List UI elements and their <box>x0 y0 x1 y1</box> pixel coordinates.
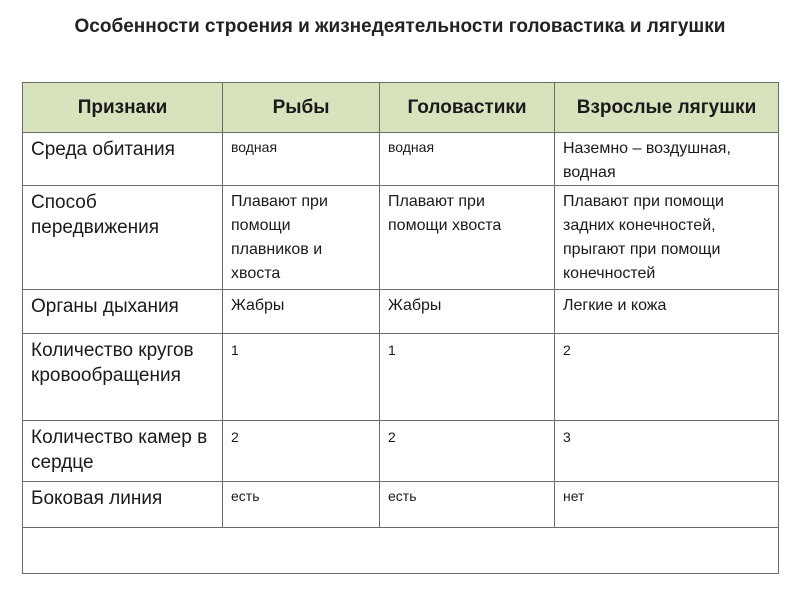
column-header-features: Признаки <box>23 83 223 133</box>
table-row <box>23 290 779 334</box>
table-cell: 1 <box>380 334 555 421</box>
table-cell: Плавают при помощи плавников и хвоста <box>223 186 380 290</box>
table-row <box>23 421 779 482</box>
table-cell: Легкие и кожа <box>555 290 779 334</box>
table-row <box>23 186 779 290</box>
row-label: Способ передвижения <box>23 186 223 290</box>
row-label: Среда обитания <box>23 133 223 186</box>
table-row-empty <box>23 528 779 574</box>
table-cell: 3 <box>555 421 779 482</box>
row-label: Количество камер в сердце <box>23 421 223 482</box>
table-cell: 2 <box>380 421 555 482</box>
table-cell: водная <box>223 133 380 186</box>
table-header-row <box>23 83 779 133</box>
row-label: Количество кругов кровообращения <box>23 334 223 421</box>
table-cell: водная <box>380 133 555 186</box>
table-cell: 1 <box>223 334 380 421</box>
comparison-table <box>22 82 779 574</box>
table-cell: есть <box>380 482 555 528</box>
row-label: Боковая линия <box>23 482 223 528</box>
column-header-adult-frogs: Взрослые лягушки <box>555 83 779 133</box>
table-row <box>23 133 779 186</box>
table-cell: Жабры <box>223 290 380 334</box>
table-cell: есть <box>223 482 380 528</box>
table-cell: Наземно – воздушная, водная <box>555 133 779 186</box>
empty-row-cell <box>23 528 779 574</box>
row-label: Органы дыхания <box>23 290 223 334</box>
table-row <box>23 482 779 528</box>
table-cell: 2 <box>223 421 380 482</box>
table-cell: Жабры <box>380 290 555 334</box>
table-cell: 2 <box>555 334 779 421</box>
column-header-fish: Рыбы <box>223 83 380 133</box>
page-title: Особенности строения и жизнедеятельности головастика и лягушки <box>74 16 726 37</box>
table-row <box>23 334 779 421</box>
table-cell: нет <box>555 482 779 528</box>
table-cell: Плавают при помощи хвоста <box>380 186 555 290</box>
column-header-tadpoles: Головастики <box>380 83 555 133</box>
table-cell: Плавают при помощи задних конечностей, прыгают при помощи конечностей <box>555 186 779 290</box>
